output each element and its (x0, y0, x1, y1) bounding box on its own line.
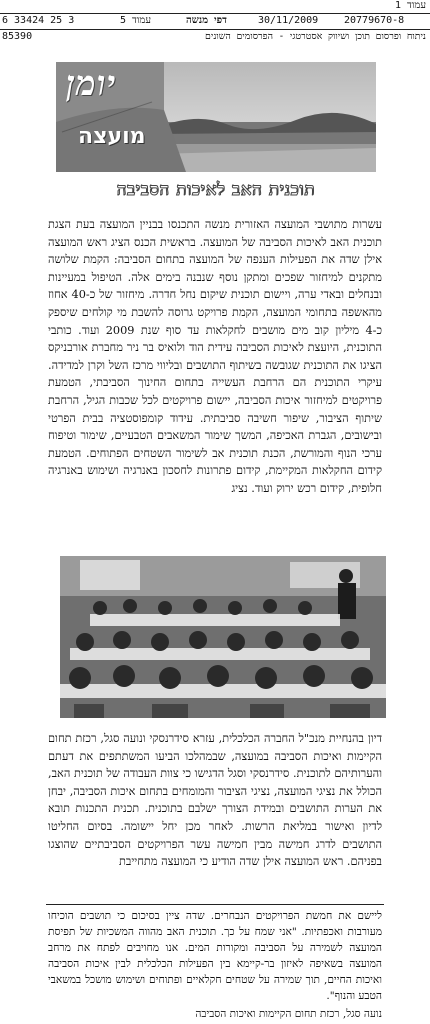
banner-logo: יומן (66, 64, 117, 104)
banner-logo-sub: מועצה (78, 124, 146, 149)
article-body-end: ליישם את חמשת הפרויקטים הנבחרים. שדה ציין בסיכום כי תושבים הוכיחו מעורבות ואכפתיות. "אני שמח על כך. תוכנית האב מהווה המשכיות של תפיסת המועצה לשמירה על הסביבה ומקורות המים. אנו מחויבים לפתח את מרחב המועצה בשאיפה לאיזון בר-קיימא בין הפעילות הכלכלית לבין איכות הסביבה ואיכות החיים, תוך שמירה על שטחים חקלאיים ופתוחים ושימוש מושכל במשאבי הטבע והנוף". (48, 910, 382, 1002)
photo-caption: נועה סגל, רכזת תחום הקיימות ואיכות הסביבה (195, 1008, 382, 1020)
header-date: 30/11/2009 (258, 15, 319, 26)
header-code: 6 33424 25 3 (2, 15, 75, 26)
page-label: עמוד 1 (394, 0, 426, 11)
article-body-top: עשרות מתושבי המועצה האזורית מנשה התכנסו בבניין המועצה בעת הצגת תוכנית האב לאיכות הסביבה של המועצה. בראשית הכנס הציג ראש המועצה אילן שדה את הפעילות הענפה של המועצה בתחום הסביבה: הקמת שלושה מתקנים למיחזור שפכים ומתקן נוסף שנבנה בימים אלה. הטיפול במעיינות ובנחלים ובאדי ערה, ויישום תוכנית שיקום נחל חדרה. מיחזור של כ-40 אחוז מהאשפה בתחומי המועצה, הקמת פרויקט גרוסה להשבת מי קולחים שיספק כ-4 מיליון קוב מים מושבים לחקלאות עד סוף שנת 2009 ועוד. כותבי התוכנית, היועצת לאיכות הסביבה עידית הוד ולואיס בר ניר מחברת אורבניקס הציגו את התוכנית שגובשה בשיתוף התושבים ובליווי מרכז השל וקרן למדידה. עיקרי התוכנית הם הרחבת העשייה בתחום החינוך הסביבתי, הטמעת פרויקטים למיחזור איכות הסביבה, יישום פרויקטים לכל שכבות הגיל, הרחבת שיתוף הציבור, שיפור חשיבה סביבתית. עידוד קומפוסטציה בבית הפרטי ובישובים, הגברת האכיפה, המשך שימור המשאבים הטבעיים, שימור וטיפוח ערכי הנוף והמורשת, הכנת תוכנית אב לשימור השטחים הפתוחים. הטמעת קידום החקלאות המקיימת, קידום פתרונות לחסכון באנרגיה ושימוש באנרגיה חלופית, קידום רכש ירוק ועוד. נציג (48, 218, 382, 495)
article-photo (60, 556, 386, 718)
header-section: עמוד 5 (120, 15, 152, 26)
page-label-left (2, 0, 8, 11)
audience-scene (60, 556, 386, 718)
header-item-id: 20779670-8 (344, 15, 405, 26)
banner-image (56, 62, 376, 172)
header-sub-title: ניתוח ופרסום תוכן ושיווק אסטרטגי - הפרסומים השונים (205, 31, 426, 42)
header-sub-code: 85390 (2, 31, 33, 42)
header-publication: דפי מנשה (186, 15, 227, 26)
article-body-bottom: דיון בהנחיית מנכ"ל החברה הכלכלית, עזרא סידרנסקי ונועה סגל, רכזת תחום הקיימות ואיכות הסביבה במועצה, שבמהלכו הביעו המשתתפים את דעתם והערותיהם לתוכנית. סידרנסקי וסגל הדגישו כי צוות העבודה של תוכנית האב, הכולל את נציגי המועצה, נציגי הציבור והמומחים בתחום איכות הסביבה, יבחן את הערות התושבים ובמידת הצורך ישלבם בתוכנית. תכנית התכנות תובא לדיון ואישור במליאת הרשות. לאחר מכן יחל יישומה. בסיום החליטו התושבים לדרג חמישה מבין חמישה עשר הפרויקטים הסביבתיים שהוצגו בפניהם. ראש המועצה אילן שדה הודיע כי המועצה מתחייבת (48, 732, 382, 869)
headline: תוכנית האב לאיכות הסביבה (116, 180, 316, 200)
